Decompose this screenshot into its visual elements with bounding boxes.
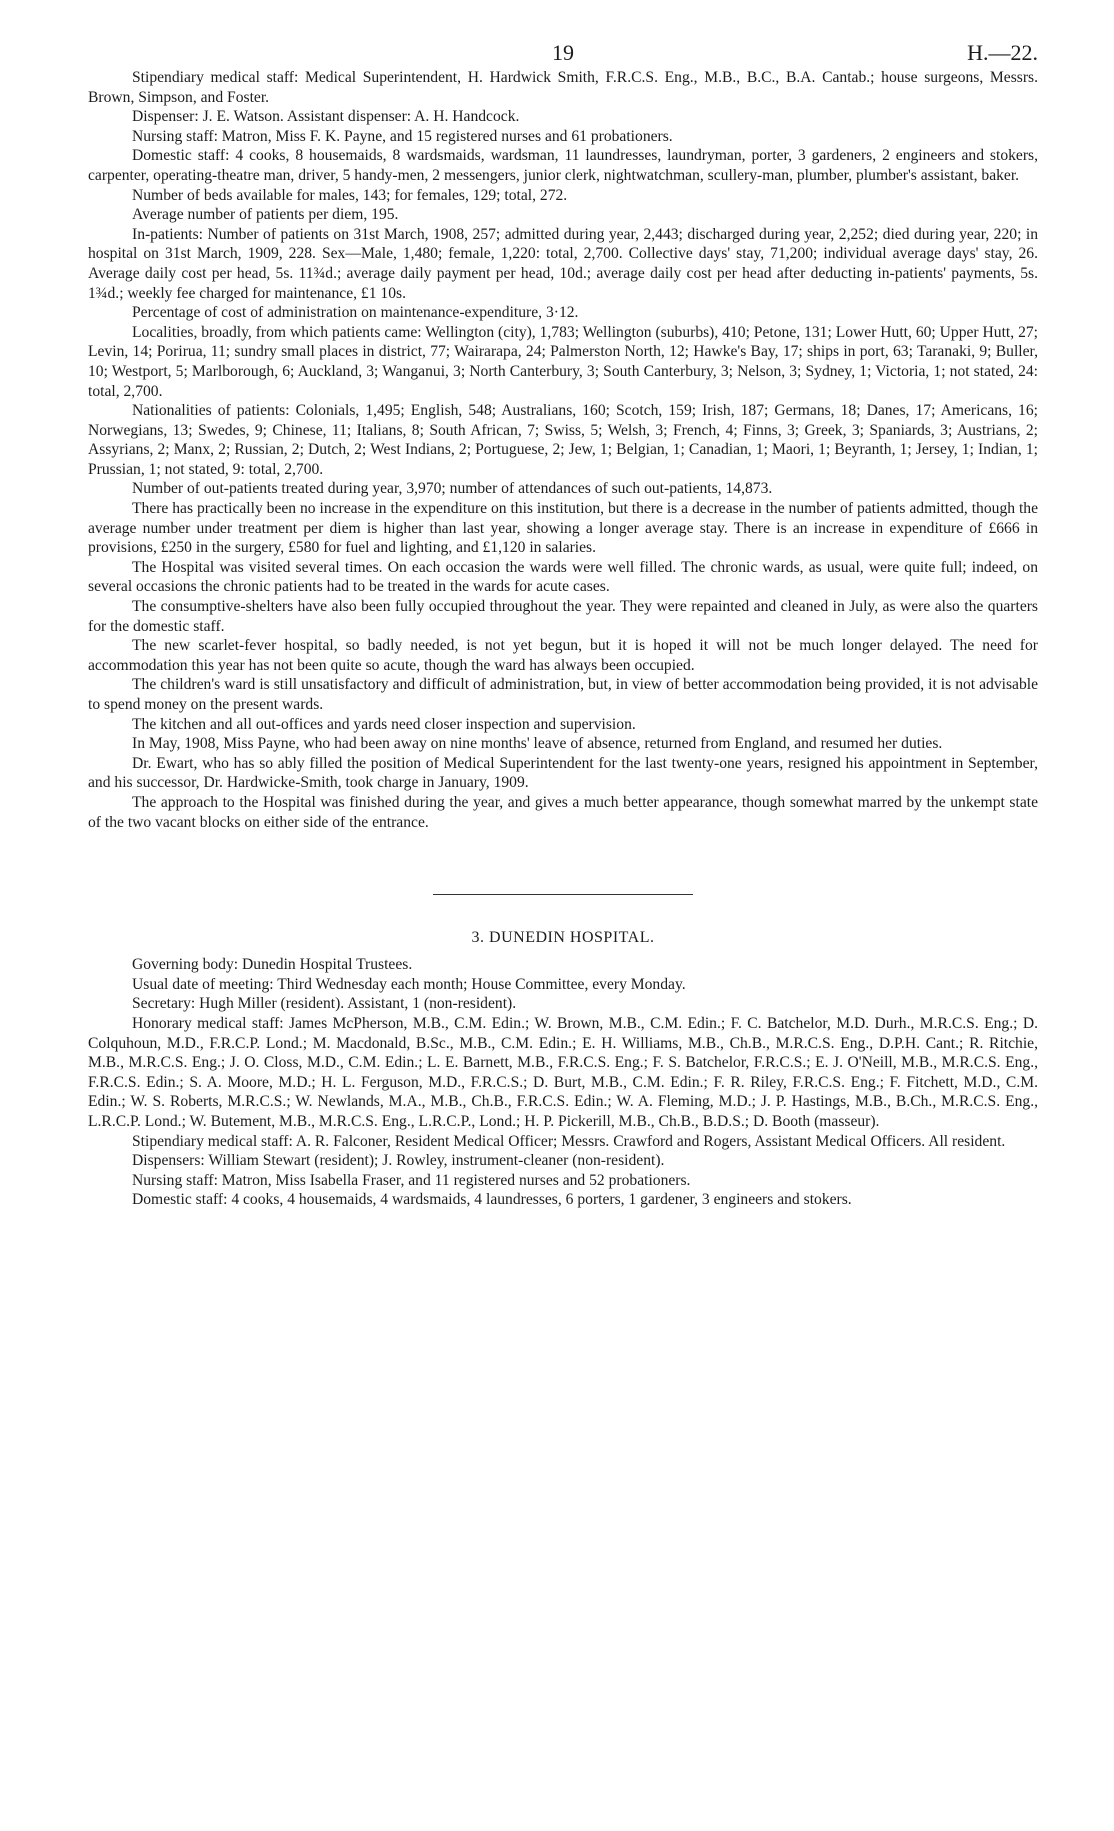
paragraph: Dispensers: William Stewart (resident); J. Rowley, instrument-cleaner (non-resident). [132, 1152, 665, 1170]
paragraph: The kitchen and all out-offices and yards need closer inspection and supervision. [132, 715, 636, 733]
paragraph: The children's ward is still unsatisfactory and difficult of administration, but, in view of better accommodation being provided, it is not advisable to spend money on the present wards. [88, 676, 1038, 713]
paragraph: Dr. Ewart, who has so ably filled the position of Medical Superintendent for the last twenty-one years, resigned his appointment in September, and his successor, Dr. Hardwicke-Smith, took charge in January, 1909. [88, 754, 1038, 792]
paragraph: Secretary: Hugh Miller (resident). Assistant, 1 (non-resident). [132, 995, 517, 1013]
dunedin-hospital-section [88, 929, 1038, 1210]
paragraph: Governing body: Dunedin Hospital Trustees. [132, 956, 413, 974]
paragraph: Average number of patients per diem, 195. [132, 206, 399, 224]
paragraph: Percentage of cost of administration on maintenance-expenditure, 3·12. [132, 304, 579, 322]
paragraph: Nursing staff: Matron, Miss F. K. Payne, and 15 registered nurses and 61 probationers. [132, 127, 673, 145]
paragraph: Domestic staff: 4 cooks, 8 housemaids, 8 wardsmaids, wardsman, 11 laundresses, laundryman, porter, 3 gardeners, 2 engineers and stokers, carpenter, operating-theatre man, driver, 5 handy-men, 2 messengers, junior clerk, nightwatchman, scullery-man, plumber, plumber's assistant, baker. [88, 147, 1038, 184]
paragraph: Nursing staff: Matron, Miss Isabella Fraser, and 11 registered nurses and 52 probationers. [132, 1171, 691, 1189]
paragraph: Number of beds available for males, 143; for females, 129; total, 272. [132, 186, 568, 204]
paragraph: Localities, broadly, from which patients came: Wellington (city), 1,783; Wellington (suburbs), 410; Petone, 131; Lower Hutt, 60; Upper Hutt, 27; Levin, 14; Porirua, 11; sundry small places in district, 77; Wairarapa, 24; Palmerston North, 12; Hawke's Bay, 17; ships in port, 63; Taranaki, 9; Buller, 10; Westport, 5; Marlborough, 6; Auckland, 3; Wanganui, 3; North Canterbury, 3; South Canterbury, 3; Nelson, 3; Sydney, 1; Victoria, 1; not stated, 24: total, 2,700. [88, 323, 1038, 400]
section-divider [433, 894, 693, 895]
paragraph: The consumptive-shelters have also been fully occupied throughout the year. They were repainted and cleaned in July, as were also the quarters for the domestic staff. [88, 598, 1038, 635]
paragraph: The new scarlet-fever hospital, so badly needed, is not yet begun, but it is hoped it will not be much longer delayed. The need for accommodation this year has not been quite so acute, though the ward has always been occupied. [88, 637, 1038, 674]
paragraph: There has practically been no increase in the expenditure on this institution, but there is a decrease in the number of patients admitted, though the average number under treatment per diem is higher than last year, showing a longer average stay. There is an increase in expenditure of £666 in provisions, £250 in the surgery, £580 for fuel and lighting, and £1,120 in salaries. [88, 500, 1038, 557]
paragraph: The Hospital was visited several times. On each occasion the wards were well filled. The chronic wards, as usual, were quite full; indeed, on several occasions the chronic patients had to be treated in the wards for acute cases. [88, 558, 1038, 596]
section-heading: 3. DUNEDIN HOSPITAL. [471, 929, 655, 947]
paragraph: The approach to the Hospital was finished during the year, and gives a much better appearance, though somewhat marred by the unkempt state of the two vacant blocks on either side of the entrance. [88, 793, 1038, 831]
paragraph: Nationalities of patients: Colonials, 1,495; English, 548; Australians, 160; Scotch, 159; Irish, 187; Germans, 18; Danes, 17; Americans, 16; Norwegians, 13; Swedes, 9; Chinese, 11; Italians, 8; South African, 7; Swiss, 5; Welsh, 3; French, 4; Finns, 3; Greek, 3; Spaniards, 3; Austrians, 2; Assyrians, 2; Manx, 2; Russian, 2; Dutch, 2; West Indians, 2; Portuguese, 2; Jew, 1; Belgian, 1; Canadian, 1; Maori, 1; Beyranth, 1; Jersey, 1; Indian, 1; Prussian, 1; not stated, 9: total, 2,700. [88, 402, 1038, 478]
paragraph: In-patients: Number of patients on 31st March, 1908, 257; admitted during year, 2,443; discharged during year, 2,252; died during year, 220; in hospital on 31st March, 1909, 228. Sex—Male, 1,480; female, 1,220: total, 2,700. Collective days' stay, 71,200; individual average days' stay, 26. Average daily cost per head, 5s. 11¾d.; average daily payment per head, 10d.; average daily cost per head after deducting in-patients' payments, 5s. 1¾d.; weekly fee charged for maintenance, £1 10s. [88, 225, 1038, 302]
paragraph: In May, 1908, Miss Payne, who had been away on nine months' leave of absence, returned from England, and resumed her duties. [132, 735, 943, 753]
paragraph: Stipendiary medical staff: A. R. Falconer, Resident Medical Officer; Messrs. Crawford and Rogers, Assistant Medical Officers. All resident. [132, 1132, 1006, 1150]
page-number: 19 [552, 40, 574, 65]
paragraph: Domestic staff: 4 cooks, 4 housemaids, 4 wardsmaids, 4 laundresses, 6 porters, 1 gardener, 3 engineers and stokers. [132, 1191, 852, 1209]
paragraph: Stipendiary medical staff: Medical Superintendent, H. Hardwick Smith, F.R.C.S. Eng., M.B., B.C., B.A. Cantab.; house surgeons, Messrs. Brown, Simpson, and Foster. [88, 69, 1038, 106]
paragraph: Honorary medical staff: James McPherson, M.B., C.M. Edin.; W. Brown, M.B., C.M. Edin.; F. C. Batchelor, M.D. Durh., M.R.C.S. Eng.; D. Colquhoun, M.D., F.R.C.P. Lond.; M. Macdonald, B.Sc., M.B., C.M. Edin.; E. H. Williams, M.B., Ch.B., M.R.C.S. Eng., D.P.H. Cant.; R. Ritchie, M.B., M.R.C.S. Eng.; J. O. Closs, M.D., C.M. Edin.; L. E. Barnett, M.B., F.R.C.S. Eng.; F. S. Batchelor, F.R.C.S.; E. J. O'Neill, M.B., M.R.C.S. Eng., F.R.C.S. Edin.; S. A. Moore, M.D.; H. L. Ferguson, M.D., F.R.C.S.; D. Burt, M.B., C.M. Edin.; F. R. Riley, F.R.C.S. Eng.; F. Fitchett, M.D., C.M. Edin.; W. S. Roberts, M.R.C.S.; W. Newlands, M.A., M.B., Ch.B., F.R.C.S. Edin.; W. A. Fleming, M.D.; J. P. Hastings, M.B., B.Ch., M.R.C.S. Eng., L.R.C.P. Lond.; W. Butement, M.B., M.R.C.S. Eng., L.R.C.P., Lond.; H. P. Pickerill, M.B., Ch.B., B.D.S.; D. Booth (masseur). [88, 1014, 1038, 1130]
paragraph: Usual date of meeting: Third Wednesday each month; House Committee, every Monday. [132, 975, 686, 993]
document-page [88, 28, 1038, 1210]
wellington-hospital-section [88, 68, 1038, 832]
paragraph: Dispenser: J. E. Watson. Assistant dispenser: A. H. Handcock. [132, 108, 520, 126]
page-header [88, 28, 1038, 68]
paragraph: Number of out-patients treated during year, 3,970; number of attendances of such out-patients, 14,873. [132, 480, 773, 498]
page-reference: H.—22. [967, 40, 1038, 65]
